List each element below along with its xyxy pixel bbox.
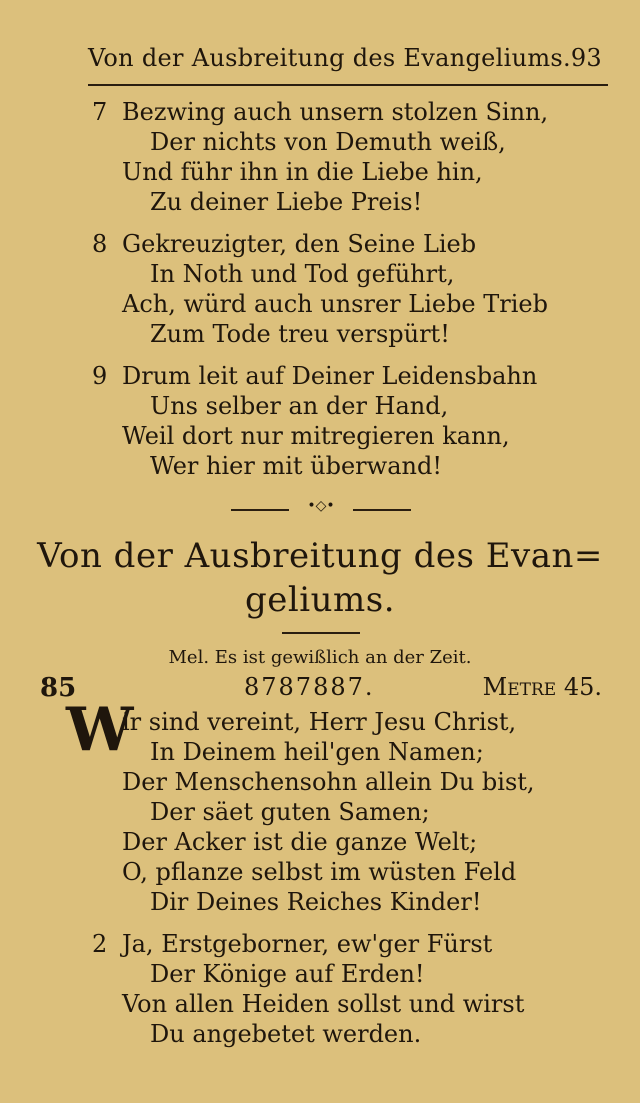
verse-line: Drum leit auf Deiner Leidensbahn	[122, 362, 538, 390]
header-title: Von der Ausbreitung des Evangeliums.	[88, 44, 571, 72]
verse-line: Wer hier mit überwand!	[150, 452, 442, 480]
page-number: 93	[570, 44, 602, 72]
section-title-line-1: Von der Ausbreitung des Evan=	[37, 536, 603, 576]
verse-line: Ach, würd auch unsrer Liebe Trieb	[122, 290, 548, 318]
melody-reference: Mel. Es ist gewißlich an der Zeit.	[168, 647, 472, 668]
hymn-meter: 8787887.	[244, 673, 375, 701]
metre-label: Metre 45.	[482, 673, 602, 701]
verse-number: 7	[92, 98, 108, 126]
verse-line: Von allen Heiden sollst und wirst	[122, 990, 525, 1018]
section-title-line-2: geliums.	[244, 580, 396, 620]
verse-line: Der Könige auf Erden!	[150, 960, 425, 988]
ornament-rule-right	[353, 509, 411, 511]
running-header	[88, 40, 608, 80]
ornament-center: •◇•	[307, 498, 335, 514]
verse-line: Und führ ihn in die Liebe hin,	[122, 158, 483, 186]
verse-line: ir sind vereint, Herr Jesu Christ,	[122, 708, 517, 736]
verse-line: Uns selber an der Hand,	[150, 392, 449, 420]
verse-line: O, pflanze selbst im wüsten Feld	[122, 858, 517, 886]
header-rule	[88, 84, 608, 86]
verse-line: Der Menschensohn allein Du bist,	[122, 768, 535, 796]
verse-line: Ja, Erstgeborner, ew'ger Fürst	[122, 930, 493, 958]
verse-line: Du angebetet werden.	[150, 1020, 422, 1048]
verse-line: Zum Tode treu verspürt!	[150, 320, 450, 348]
title-rule	[282, 632, 360, 634]
verse-line: Der nichts von Demuth weiß,	[150, 128, 506, 156]
verse-line: In Noth und Tod geführt,	[150, 260, 455, 288]
verse-line: Der Acker ist die ganze Welt;	[122, 828, 478, 856]
verse-number: 9	[92, 362, 108, 390]
verse-line: Der säet guten Samen;	[150, 798, 430, 826]
verse-number: 2	[92, 930, 108, 958]
verse-line: In Deinem heil'gen Namen;	[150, 738, 484, 766]
verse-number: 8	[92, 230, 108, 258]
verse-line: Weil dort nur mitregieren kann,	[122, 422, 510, 450]
verse-line: Zu deiner Liebe Preis!	[150, 188, 423, 216]
hymn-number: 85	[40, 673, 77, 703]
verse-line: Bezwing auch unsern stolzen Sinn,	[122, 98, 549, 126]
verse-line: Gekreuzigter, den Seine Lieb	[122, 230, 477, 258]
verse-line: Dir Deines Reiches Kinder!	[150, 888, 482, 916]
ornament-divider	[231, 498, 411, 522]
drop-cap: W	[66, 695, 134, 765]
